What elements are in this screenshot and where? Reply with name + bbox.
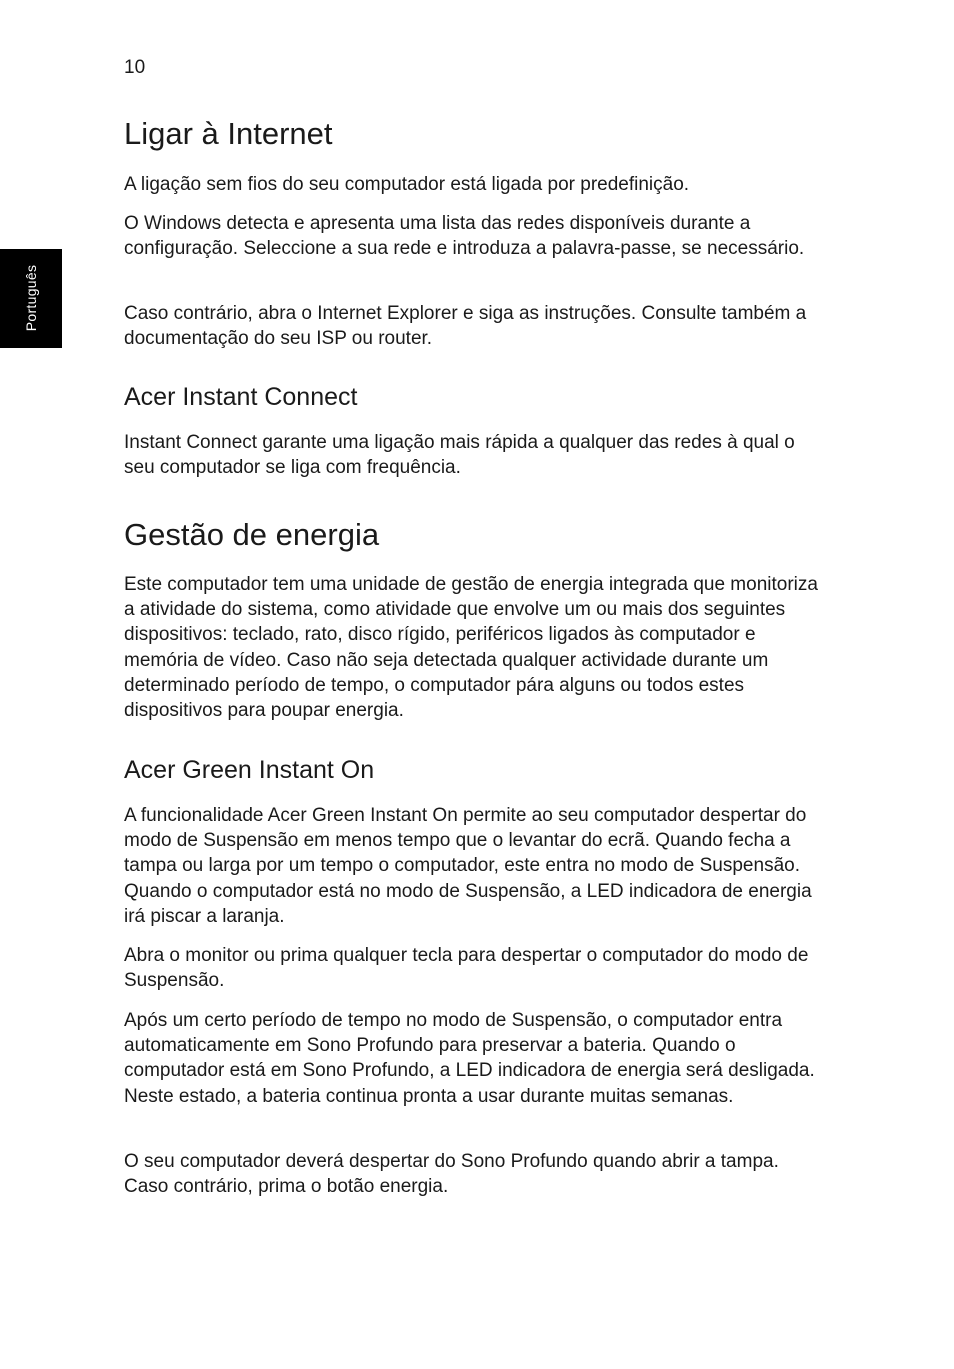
language-side-tab <box>0 249 62 348</box>
section-title-power-management: Gestão de energia <box>124 517 380 552</box>
language-side-tab-label: Português <box>23 264 39 332</box>
subsection-title-green-instant-on: Acer Green Instant On <box>124 756 375 784</box>
paragraph-windows-networks: O Windows detecta e apresenta uma lista das redes disponíveis durante a configuração. Seleccione a sua rede e introduza a palavra-passe, se necessário. <box>124 213 805 260</box>
paragraph-wake-from-deep-sleep: O seu computador deverá despertar do Sono Profundo quando abrir a tampa. Caso contrário, prima o botão energia. <box>124 1151 779 1198</box>
paragraph-power-management: Este computador tem uma unidade de gestão de energia integrada que monitoriza a atividade do sistema, como atividade que envolve um ou mais dos seguintes dispositivos: teclado, rato, disco rígido, periféricos ligados às computador e memória de vídeo. Caso não seja detectada qualquer actividade durante um determinado período de tempo, o computador pára alguns ou todos estes dispositivos para poupar energia. <box>124 574 818 722</box>
paragraph-deep-sleep: Após um certo período de tempo no modo de Suspensão, o computador entra automaticamente em Sono Profundo para preservar a bateria. Quando o computador está em Sono Profundo, a LED indicadora de energia será desligada. Neste estado, a bateria continua pronta a usar durante muitas semanas. <box>124 1010 815 1107</box>
paragraph-internet-explorer: Caso contrário, abra o Internet Explorer e siga as instruções. Consulte também a documentação do seu ISP ou router. <box>124 303 807 350</box>
paragraph-wireless-default: A ligação sem fios do seu computador está ligada por predefinição. <box>124 174 690 195</box>
subsection-title-instant-connect: Acer Instant Connect <box>124 383 358 411</box>
paragraph-instant-connect: Instant Connect garante uma ligação mais rápida a qualquer das redes à qual o seu computador se liga com frequência. <box>124 432 795 479</box>
paragraph-green-instant-on: A funcionalidade Acer Green Instant On permite ao seu computador despertar do modo de Suspensão em menos tempo que o levantar do ecrã. Quando fecha a tampa ou larga por um tempo o computador, este entra no modo de Suspensão. Quando o computador está no modo de Suspensão, a LED indicadora de energia irá piscar a laranja. <box>124 805 812 927</box>
paragraph-wake-monitor: Abra o monitor ou prima qualquer tecla para despertar o computador do modo de Suspensão. <box>124 945 809 992</box>
section-title-internet: Ligar à Internet <box>124 116 333 151</box>
page-number: 10 <box>124 57 146 78</box>
